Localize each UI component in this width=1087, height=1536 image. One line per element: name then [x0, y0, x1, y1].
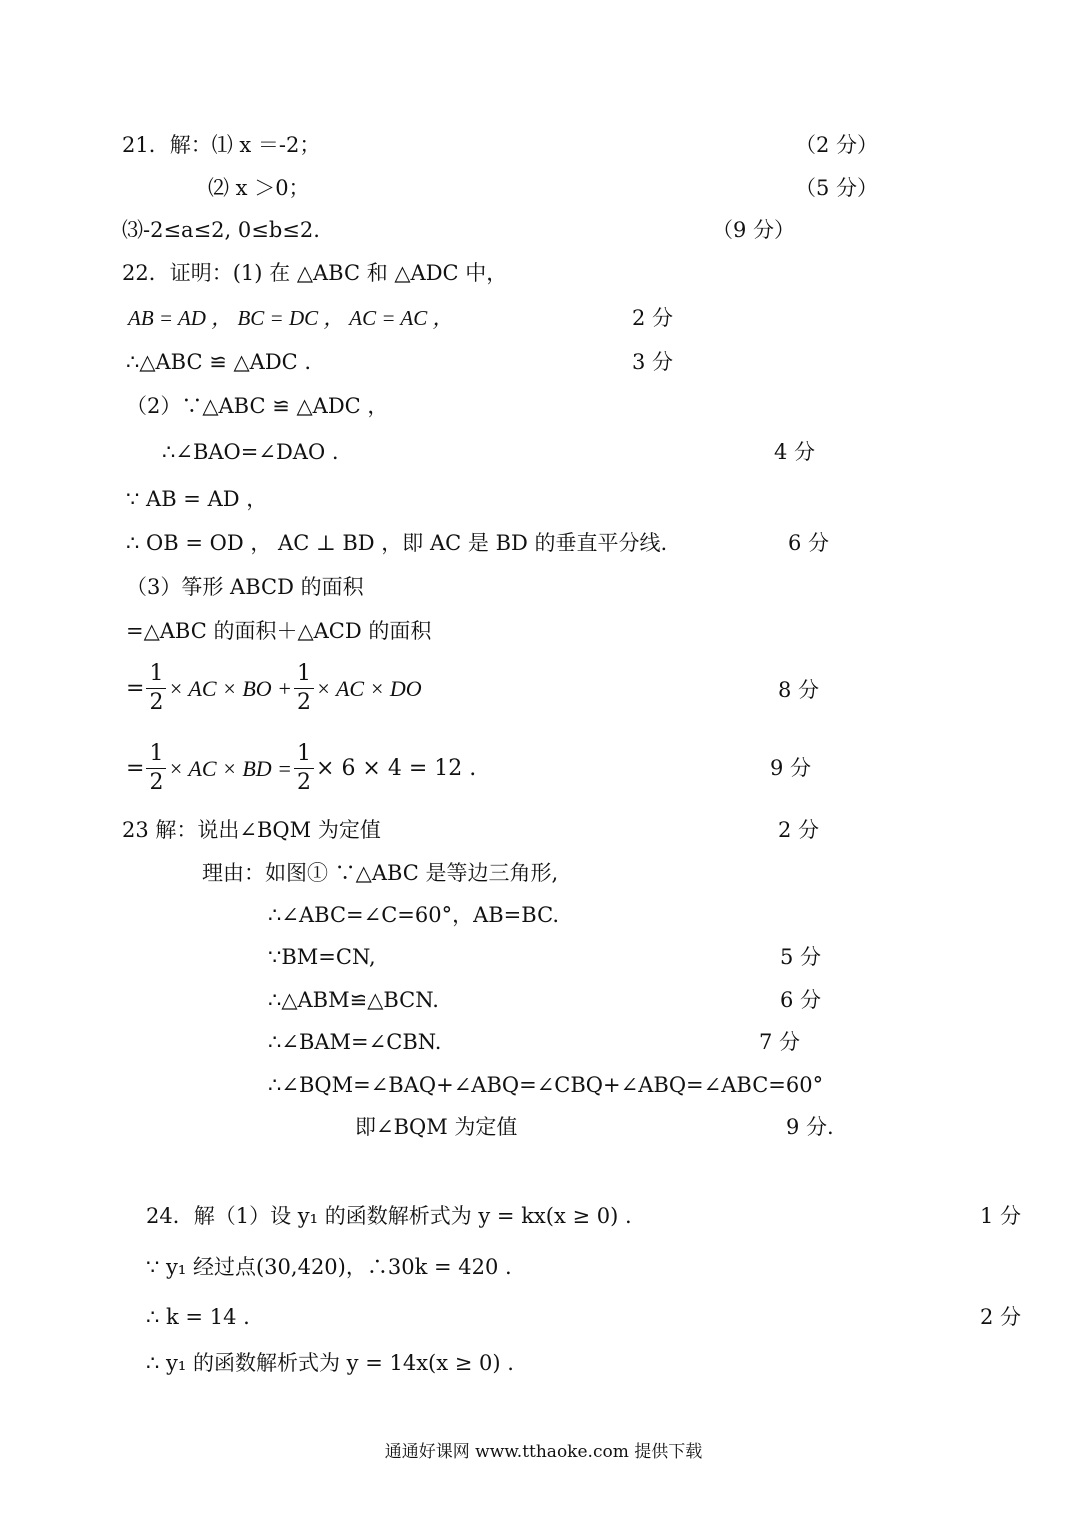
q22-score7: 6 分 — [788, 531, 830, 555]
q22-score11: 9 分 — [770, 756, 812, 780]
q23-score6: 7 分 — [759, 1030, 801, 1054]
q22-score2: 2 分 — [632, 306, 674, 330]
q24-score3: 2 分 — [980, 1305, 1022, 1329]
q22-line8: （3）筝形 ABCD 的面积 — [126, 575, 364, 599]
fraction-half — [294, 660, 314, 717]
q23-line3: ∴∠ABC=∠C=60°，AB=BC. — [268, 903, 560, 927]
f2-prefix: = — [126, 756, 145, 781]
q23-score1: 2 分 — [778, 818, 820, 842]
q22-score3: 3 分 — [632, 350, 674, 374]
fraction-half — [146, 740, 166, 797]
q22-line3: ∴△ABC ≌ △ADC . — [126, 350, 312, 374]
q23-score8: 9 分. — [786, 1115, 834, 1139]
q23-line6: ∴∠BAM=∠CBN. — [268, 1030, 442, 1054]
q23-score5: 6 分 — [780, 988, 822, 1012]
f1-post: × AC × DO — [316, 675, 422, 701]
q22-line5: ∴∠BAO=∠DAO . — [162, 440, 339, 464]
q24-score1: 1 分 — [980, 1204, 1022, 1228]
q22-score5: 4 分 — [774, 440, 816, 464]
fraction-half — [146, 660, 166, 717]
q21-score1: （2 分） — [795, 133, 879, 157]
q21-score2: （5 分） — [795, 176, 879, 200]
fraction-denominator: 2 — [297, 770, 312, 795]
f1-prefix: = — [126, 676, 145, 701]
q23-score4: 5 分 — [780, 945, 822, 969]
q21-score3: （9 分） — [712, 218, 796, 242]
q21-line3: ⑶-2≤a≤2, 0≤b≤2. — [122, 218, 320, 242]
q23-line2: 理由：如图① ∵△ABC 是等边三角形, — [202, 861, 559, 885]
q22-line1: 22．证明：(1) 在 △ABC 和 △ADC 中， — [122, 261, 508, 285]
q23-line4: ∵BM=CN, — [268, 945, 376, 969]
q22-line9: =△ABC 的面积＋△ACD 的面积 — [126, 619, 432, 643]
fraction-half — [294, 740, 314, 797]
fraction-numerator: 1 — [146, 740, 166, 769]
q24-line2: ∵ y₁ 经过点(30,420)，∴30k = 420 . — [146, 1255, 512, 1279]
q24-line3: ∴ k = 14 . — [146, 1305, 250, 1329]
q23-line7: ∴∠BQM=∠BAQ+∠ABQ=∠CBQ+∠ABQ=∠ABC=60° — [268, 1073, 824, 1097]
q23-line5: ∴△ABM≌△BCN. — [268, 988, 439, 1012]
q22-formula2 — [126, 740, 476, 797]
q22-score10: 8 分 — [778, 678, 820, 702]
q21-line1: 21．解：⑴ x ＝-2； — [122, 133, 321, 157]
fraction-denominator: 2 — [149, 770, 164, 795]
q22-line4: （2）∵△ABC ≌ △ADC ， — [126, 394, 389, 418]
q22-line6: ∵ AB = AD ， — [126, 487, 268, 511]
fraction-numerator: 1 — [294, 740, 314, 769]
q22-formula1 — [126, 660, 422, 717]
q23-line1: 23 解：说出∠BQM 为定值 — [122, 818, 381, 842]
q24-line4: ∴ y₁ 的函数解析式为 y = 14x(x ≥ 0) . — [146, 1351, 514, 1375]
fraction-numerator: 1 — [146, 660, 166, 689]
f1-middle: × AC × BO + — [168, 675, 293, 701]
q22-line2: AB = AD ， BC = DC ， AC = AC ， — [128, 306, 454, 330]
f2-middle: × AC × BD = — [168, 755, 293, 781]
fraction-denominator: 2 — [149, 690, 164, 715]
q24-line1: 24．解（1）设 y₁ 的函数解析式为 y = kx(x ≥ 0) . — [146, 1204, 632, 1228]
page-footer: 通通好课网 www.tthaoke.com 提供下载 — [384, 1442, 703, 1462]
fraction-numerator: 1 — [294, 660, 314, 689]
q21-line2: ⑵ x ＞0； — [208, 176, 310, 200]
q22-line7: ∴ OB = OD ， AC ⊥ BD ，即 AC 是 BD 的垂直平分线. — [126, 531, 668, 555]
fraction-denominator: 2 — [297, 690, 312, 715]
q23-line8: 即∠BQM 为定值 — [355, 1115, 518, 1139]
f2-post: × 6 × 4 = 12 . — [316, 756, 477, 781]
